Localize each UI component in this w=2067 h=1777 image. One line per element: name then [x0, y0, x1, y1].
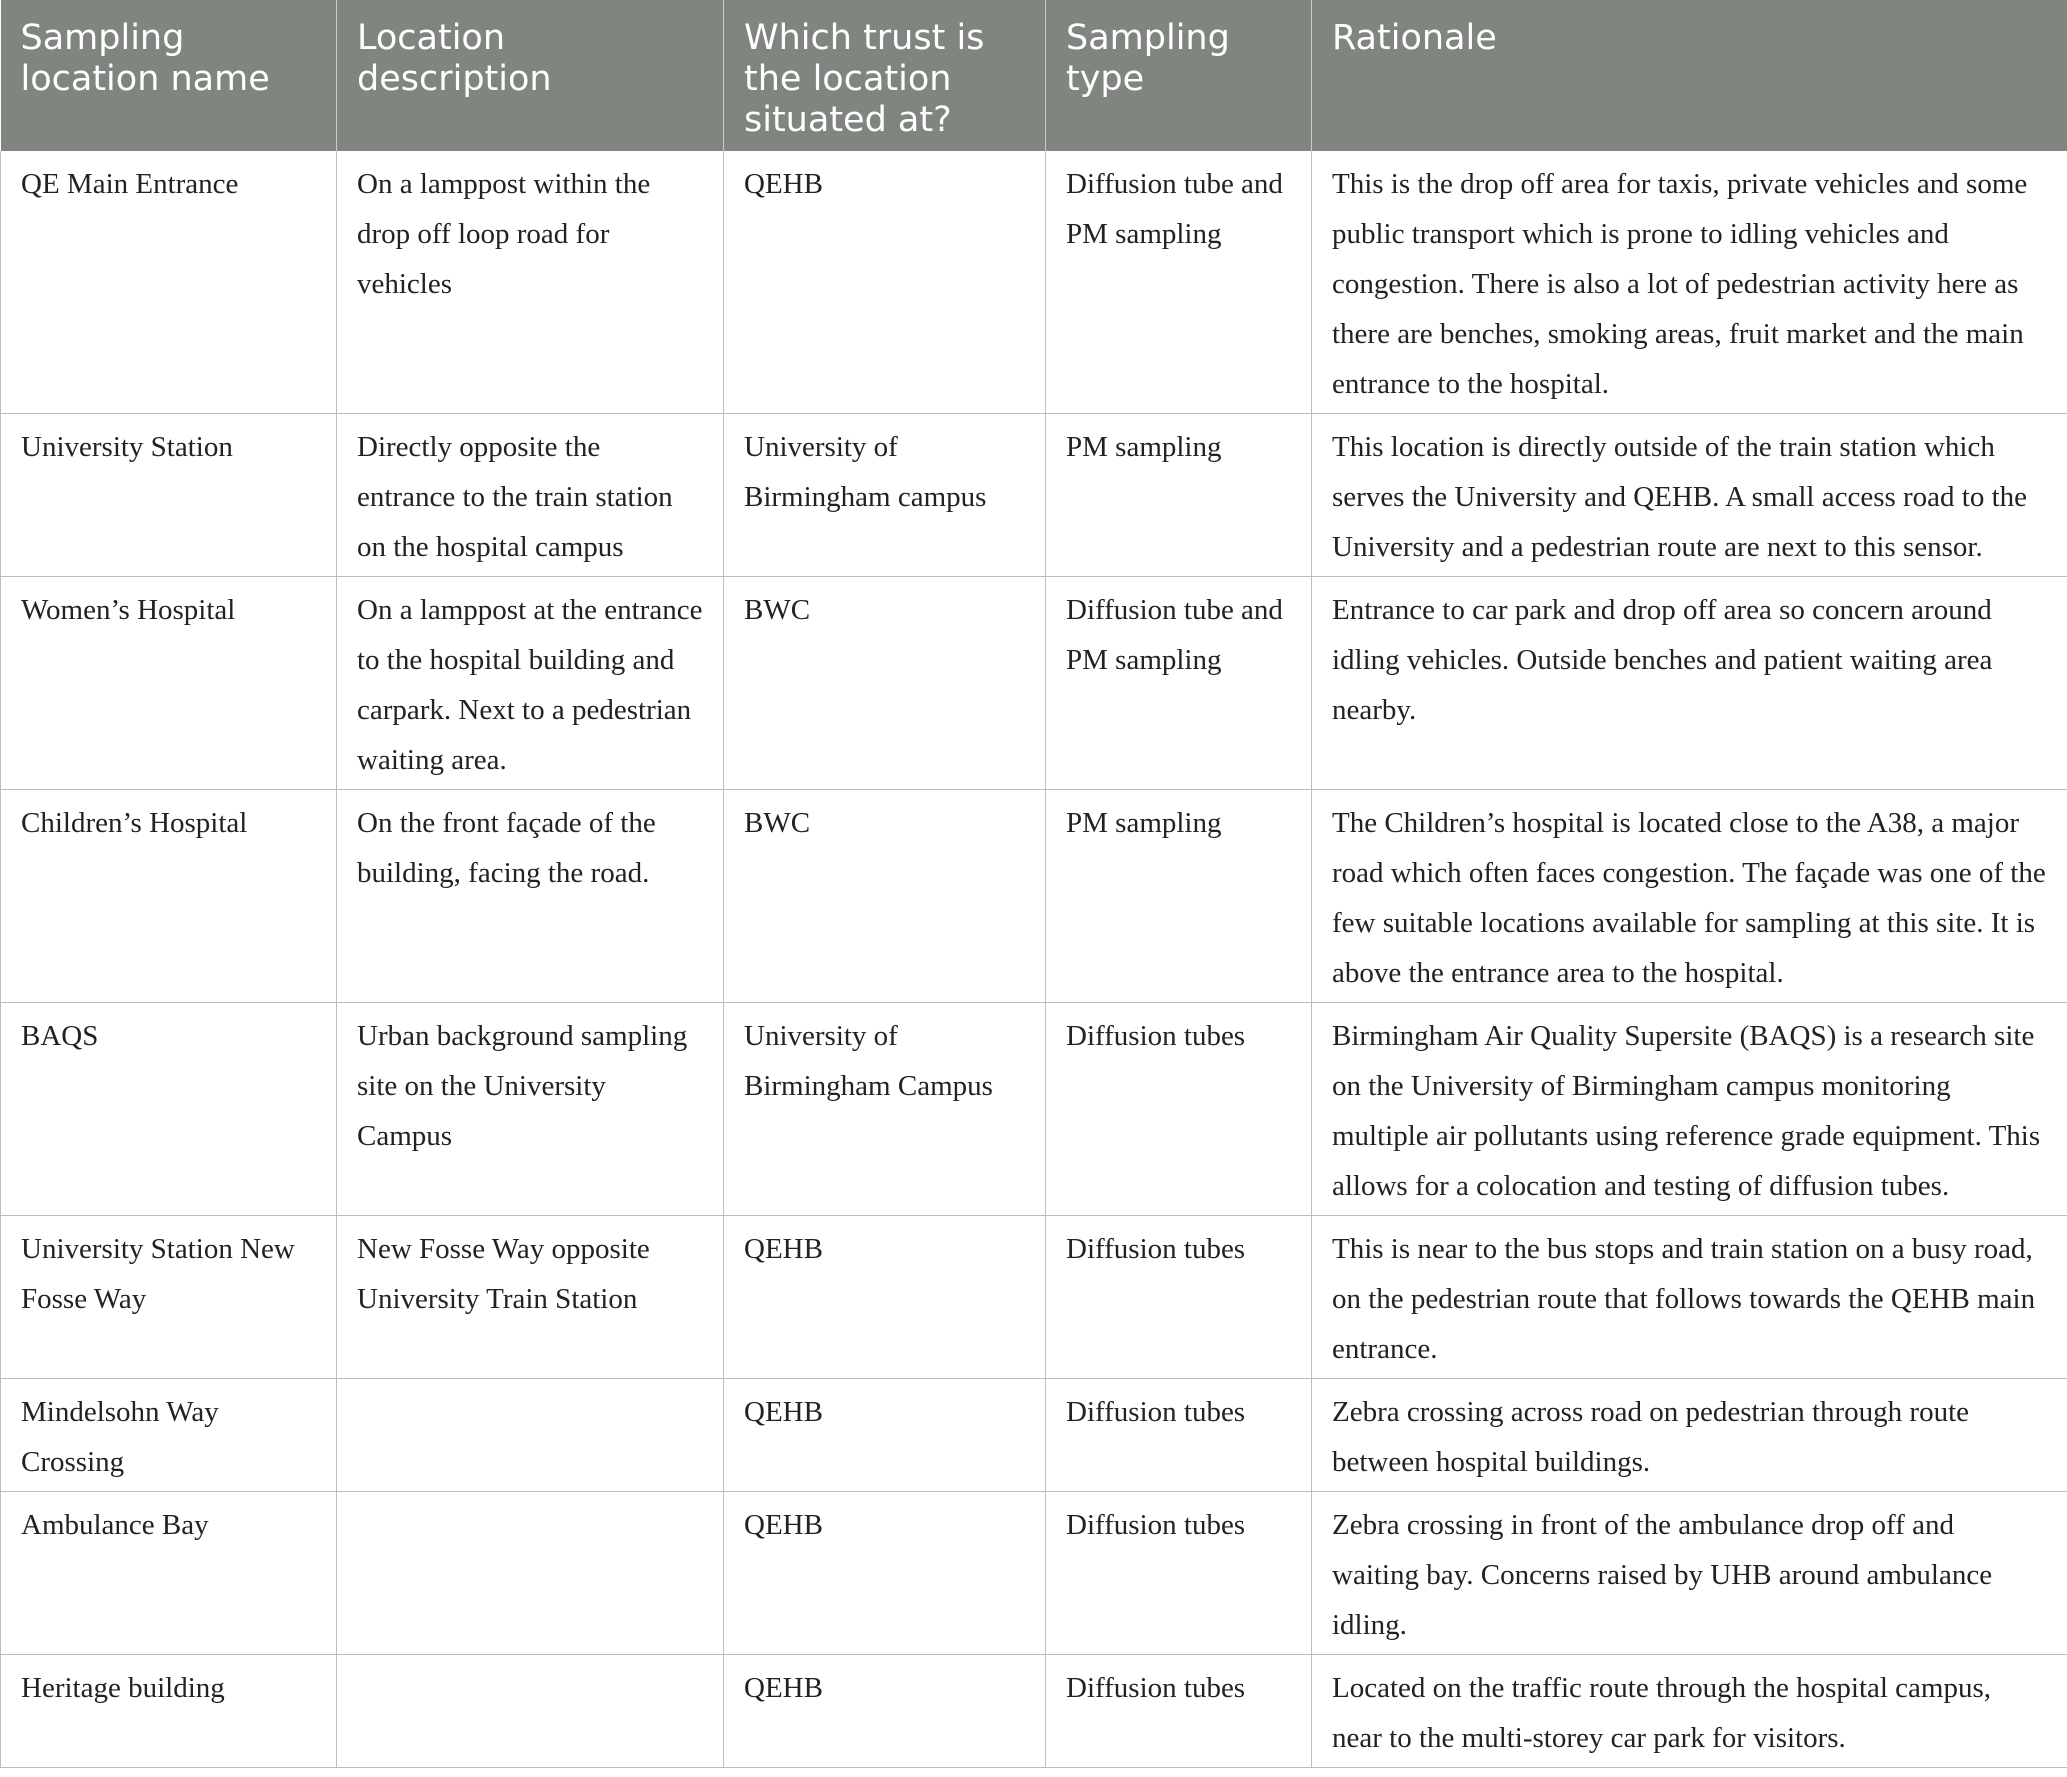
header-sampling-type: Sampling type [1046, 0, 1312, 151]
header-location-name: Sampling location name [1, 0, 337, 151]
table-row [1, 1379, 2067, 1492]
header-row [1, 0, 2067, 151]
cell-location-name: Children’s Hospital [1, 790, 337, 1003]
cell-rationale: This is near to the bus stops and train station on a busy road, on the pedestrian route that follows towards the QEHB main entrance. [1312, 1216, 2067, 1379]
cell-rationale: This is the drop off area for taxis, private vehicles and some public transport which is prone to idling vehicles and congestion. There is also a lot of pedestrian activity here as there are benches, smoking areas, fruit market and the main entrance to the hospital. [1312, 151, 2067, 414]
cell-location-description: On a lamppost at the entrance to the hospital building and carpark. Next to a pedestrian waiting area. [337, 577, 724, 790]
cell-trust: BWC [724, 790, 1046, 1003]
table-header [1, 0, 2067, 151]
table-row [1, 1216, 2067, 1379]
cell-sampling-type: Diffusion tubes [1046, 1379, 1312, 1492]
cell-location-description [337, 1379, 724, 1492]
cell-sampling-type: Diffusion tubes [1046, 1492, 1312, 1655]
cell-sampling-type: Diffusion tube and PM sampling [1046, 151, 1312, 414]
table-body [1, 151, 2067, 1768]
cell-rationale: Entrance to car park and drop off area so concern around idling vehicles. Outside benches and patient waiting area nearby. [1312, 577, 2067, 790]
table-row [1, 577, 2067, 790]
cell-location-name: QE Main Entrance [1, 151, 337, 414]
cell-location-name: Mindelsohn Way Crossing [1, 1379, 337, 1492]
table-row [1, 1655, 2067, 1768]
cell-rationale: Birmingham Air Quality Supersite (BAQS) is a research site on the University of Birmingham campus monitoring multiple air pollutants using reference grade equipment. This allows for a colocation and testing of diffusion tubes. [1312, 1003, 2067, 1216]
cell-trust: QEHB [724, 151, 1046, 414]
cell-location-name: Women’s Hospital [1, 577, 337, 790]
cell-location-description: New Fosse Way opposite University Train Station [337, 1216, 724, 1379]
cell-location-name: BAQS [1, 1003, 337, 1216]
table-row [1, 790, 2067, 1003]
cell-location-description: On a lamppost within the drop off loop road for vehicles [337, 151, 724, 414]
cell-trust: QEHB [724, 1655, 1046, 1768]
cell-trust: QEHB [724, 1216, 1046, 1379]
cell-rationale: The Children’s hospital is located close to the A38, a major road which often faces congestion. The façade was one of the few suitable locations available for sampling at this site. It is above the entrance area to the hospital. [1312, 790, 2067, 1003]
cell-location-description [337, 1655, 724, 1768]
cell-trust: QEHB [724, 1492, 1046, 1655]
cell-location-description [337, 1492, 724, 1655]
cell-sampling-type: Diffusion tubes [1046, 1216, 1312, 1379]
cell-trust: BWC [724, 577, 1046, 790]
cell-location-name: University Station New Fosse Way [1, 1216, 337, 1379]
header-trust: Which trust is the location situated at? [724, 0, 1046, 151]
cell-rationale: This location is directly outside of the train station which serves the University and QEHB. A small access road to the University and a pedestrian route are next to this sensor. [1312, 414, 2067, 577]
cell-sampling-type: PM sampling [1046, 790, 1312, 1003]
cell-sampling-type: Diffusion tubes [1046, 1003, 1312, 1216]
cell-rationale: Zebra crossing in front of the ambulance drop off and waiting bay. Concerns raised by UHB around ambulance idling. [1312, 1492, 2067, 1655]
cell-sampling-type: Diffusion tube and PM sampling [1046, 577, 1312, 790]
cell-sampling-type: PM sampling [1046, 414, 1312, 577]
table-row [1, 1003, 2067, 1216]
cell-location-name: Heritage building [1, 1655, 337, 1768]
header-rationale: Rationale [1312, 0, 2067, 151]
cell-rationale: Located on the traffic route through the hospital campus, near to the multi-storey car park for visitors. [1312, 1655, 2067, 1768]
cell-location-name: Ambulance Bay [1, 1492, 337, 1655]
cell-trust: University of Birmingham Campus [724, 1003, 1046, 1216]
cell-location-name: University Station [1, 414, 337, 577]
header-location-description: Location description [337, 0, 724, 151]
table-row [1, 414, 2067, 577]
cell-location-description: Urban background sampling site on the University Campus [337, 1003, 724, 1216]
table-row [1, 151, 2067, 414]
cell-trust: University of Birmingham campus [724, 414, 1046, 577]
cell-sampling-type: Diffusion tubes [1046, 1655, 1312, 1768]
cell-location-description: Directly opposite the entrance to the train station on the hospital campus [337, 414, 724, 577]
table-row [1, 1492, 2067, 1655]
cell-location-description: On the front façade of the building, facing the road. [337, 790, 724, 1003]
cell-rationale: Zebra crossing across road on pedestrian through route between hospital buildings. [1312, 1379, 2067, 1492]
cell-trust: QEHB [724, 1379, 1046, 1492]
